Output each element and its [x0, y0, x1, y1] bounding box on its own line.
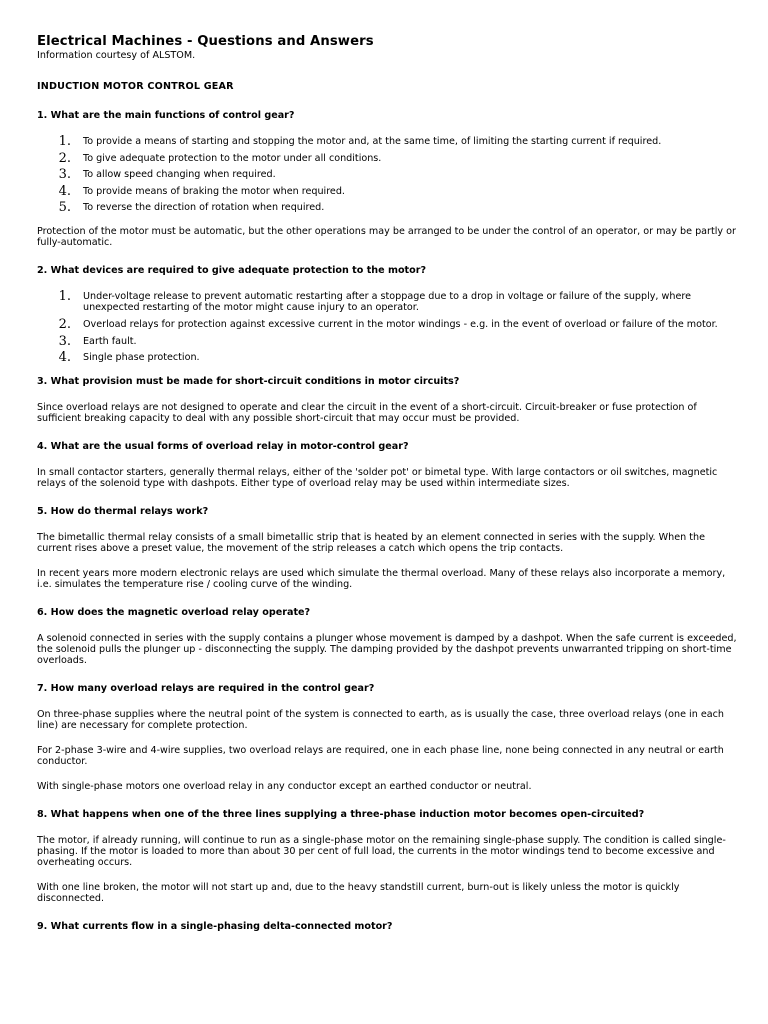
list-item — [37, 350, 737, 366]
list-item — [37, 167, 737, 183]
answer-6: A solenoid connected in series with the supply contains a plunger whose movement is damped by a dashpot. When the safe current is exceeded, the solenoid pulls the plunger up - disconnecting the supply. The damping provided by the dashpot prevents unwarranted tripping on short-time overloads. — [37, 633, 737, 667]
list-number: 4. — [58, 350, 71, 366]
answer-7c: With single-phase motors one overload relay in any conductor except an earthed conductor or neutral. — [37, 781, 532, 793]
question-9: 9. What currents flow in a single-phasing delta-connected motor? — [37, 921, 393, 933]
list-number: 1. — [58, 289, 71, 305]
courtesy-note: Information courtesy of ALSTOM. — [37, 50, 196, 61]
answer-1: Protection of the motor must be automatic, but the other operations may be arranged to be under the control of an operator, or may be partly or fully-automatic. — [37, 226, 736, 249]
list-number: 3. — [58, 333, 71, 349]
question-1: 1. What are the main functions of control gear? — [37, 110, 295, 121]
answer-7a: On three-phase supplies where the neutral point of the system is connected to earth, as is usually the case, three overload relays (one in each line) are necessary for complete protection. — [37, 709, 724, 732]
list-number: 5. — [58, 200, 71, 216]
list-item — [37, 291, 737, 313]
list-text: Earth fault. — [83, 335, 137, 347]
list-item — [37, 183, 737, 199]
protection-devices-list — [37, 289, 737, 366]
answer-8b: With one line broken, the motor will not start up and, due to the heavy standstill current, burn-out is likely unless the motor is quickly disconnected. — [37, 882, 680, 905]
list-number: 1. — [58, 134, 71, 149]
list-text: To provide means of braking the motor when required. — [83, 185, 345, 197]
answer-7b: For 2-phase 3-wire and 4-wire supplies, two overload relays are required, one in each phase line, none being connected in any neutral or earth conductor. — [37, 745, 724, 768]
question-3: 3. What provision must be made for short-circuit conditions in motor circuits? — [37, 376, 460, 388]
question-4: 4. What are the usual forms of overload relay in motor-control gear? — [37, 441, 409, 453]
list-number: 2. — [58, 150, 71, 166]
answer-4: In small contactor starters, generally thermal relays, either of the 'solder pot' or bimetal type. With large contactors or oil switches, magnetic relays of the solenoid type with dashpots. Either type of overload relay may be used within intermediate sizes. — [37, 467, 718, 490]
list-text: To give adequate protection to the motor under all conditions. — [83, 152, 382, 164]
question-2: 2. What devices are required to give adequate protection to the motor? — [37, 265, 427, 277]
list-number: 4. — [58, 183, 71, 199]
answer-5b: In recent years more modern electronic relays are used which simulate the thermal overload. Many of these relays also incorporate a memory, i.e. simulates the temperature rise / cooling curve of the winding. — [37, 568, 726, 591]
document-title: Electrical Machines - Questions and Answers — [37, 34, 374, 49]
list-item — [37, 150, 737, 166]
question-6: 6. How does the magnetic overload relay operate? — [37, 607, 311, 619]
list-text: To reverse the direction of rotation when required. — [83, 202, 325, 214]
question-5: 5. How do thermal relays work? — [37, 506, 209, 518]
list-text: To provide a means of starting and stopping the motor and, at the same time, of limiting the starting current if required. — [83, 136, 662, 147]
answer-8a: The motor, if already running, will continue to run as a single-phase motor on the remaining single-phase supply. The condition is called single-phasing. If the motor is loaded to more than about 30 per cent of full load, the currents in the motor windings tend to become excessive and overheating occurs. — [37, 835, 726, 869]
list-number: 3. — [58, 167, 71, 183]
list-text: Under-voltage release to prevent automatic restarting after a stoppage due to a drop in voltage or failure of the supply, where unexpected restarting of the motor might cause injury to an operator. — [83, 291, 691, 314]
list-item — [37, 200, 737, 216]
section-heading: INDUCTION MOTOR CONTROL GEAR — [37, 81, 234, 92]
list-item — [37, 316, 737, 332]
question-8: 8. What happens when one of the three lines supplying a three-phase induction motor becomes open-circuited? — [37, 809, 645, 821]
list-text: Single phase protection. — [83, 352, 200, 364]
functions-list — [37, 134, 737, 216]
answer-3: Since overload relays are not designed to operate and clear the circuit in the event of a short-circuit. Circuit-breaker or fuse protection of sufficient breaking capacity to deal with any possible short-circuit that may occur must be provided. — [37, 402, 697, 425]
list-text: Overload relays for protection against excessive current in the motor windings - e.g. in the event of overload or failure of the motor. — [83, 318, 718, 330]
list-item — [37, 136, 737, 147]
list-text: To allow speed changing when required. — [83, 169, 276, 181]
answer-5a: The bimetallic thermal relay consists of a small bimetallic strip that is heated by an element connected in series with the supply. When the current rises above a preset value, the movement of the strip releases a catch which opens the trip contacts. — [37, 532, 705, 555]
list-number: 2. — [58, 316, 71, 332]
question-7: 7. How many overload relays are required in the control gear? — [37, 683, 375, 695]
list-item — [37, 333, 737, 349]
document-page — [37, 34, 737, 933]
